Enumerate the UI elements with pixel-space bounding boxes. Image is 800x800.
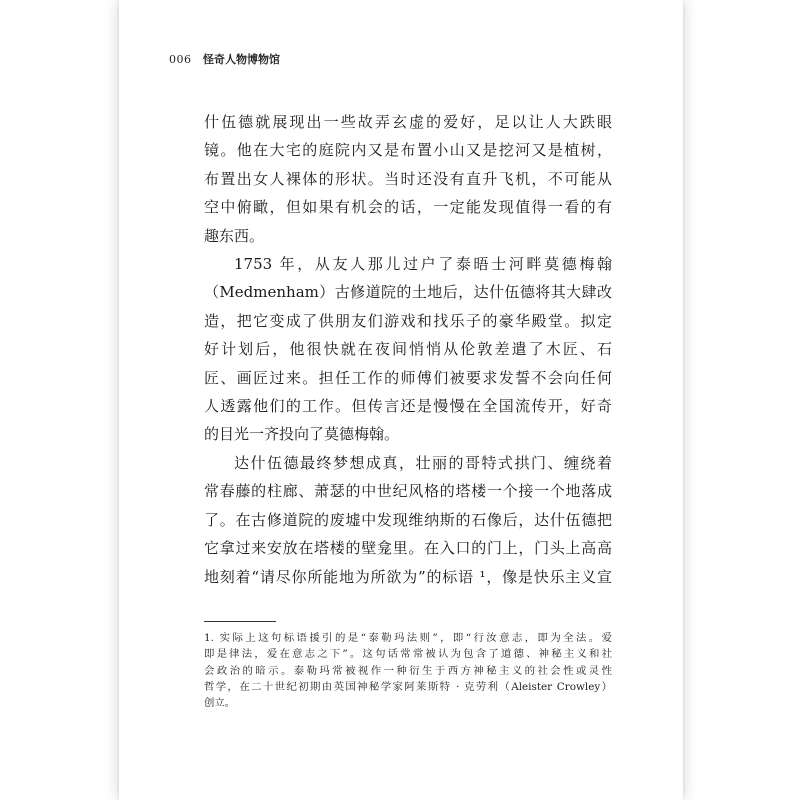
footnote-divider	[204, 621, 276, 622]
text-line: 了。在古修道院的废墟中发现维纳斯的石像后，达什伍德把	[204, 510, 612, 529]
text-line: 什伍德就展现出一些故弄玄虚的爱好，足以让人大跌眼	[204, 113, 612, 131]
text-line: 地刻着“请尽你所能地为所欲为”的标语 ¹，像是快乐主义宣	[204, 567, 612, 586]
text-line: 匠、画匠过来。担任工作的师傅们被要求发誓不会向任何	[204, 368, 612, 387]
book-page	[119, 0, 683, 800]
text-line: 的目光一齐投向了莫德梅翰。	[204, 425, 400, 444]
text-line: 好计划后，他很快就在夜间悄悄从伦敦差遣了木匠、石	[204, 340, 612, 359]
text-line: 人透露他们的工作。但传言还是慢慢在全国流传开，好奇	[204, 397, 612, 416]
footnote	[204, 630, 612, 711]
footnote-line: 哲学，在二十世纪初期由英国神秘学家阿莱斯特 · 克劳利（Aleister Crowley）	[204, 680, 612, 693]
text-line: 常春藤的柱廊、萧瑟的中世纪风格的塔楼一个接一个地落成	[204, 482, 612, 501]
text-line: 布置出女人裸体的形状。当时还没有直升飞机，不可能从	[204, 169, 612, 188]
footnote-line: 创立。	[204, 697, 236, 710]
book-title: 怪奇人物博物馆	[203, 53, 280, 66]
footnote-line: 会政治的暗示。泰勒玛常被视作一种衍生于西方神秘主义的社会性或灵性	[204, 664, 612, 677]
page-number: 006	[169, 53, 192, 66]
footnote-line: 1. 实际上这句标语援引的是“泰勒玛法则”，即“行汝意志，即为全法。爱	[204, 632, 612, 644]
text-line: 空中俯瞰，但如果有机会的话，一定能发现值得一看的有	[204, 198, 612, 217]
text-line: 它拿过来安放在塔楼的壁龛里。在入口的门上，门头上高高	[204, 539, 612, 558]
text-line: 1753 年，从友人那儿过户了泰晤士河畔莫德梅翰	[234, 255, 612, 274]
running-header	[169, 51, 280, 67]
text-line: 达什伍德最终梦想成真，壮丽的哥特式拱门、缠绕着	[234, 453, 612, 472]
body-text	[204, 108, 612, 591]
text-line: （Medmenham）古修道院的土地后，达什伍德将其大肆改	[204, 283, 612, 302]
text-line: 镜。他在大宅的庭院内又是布置小山又是挖河又是植树，	[204, 141, 612, 160]
footnote-line: 即是律法，爱在意志之下”。这句话常常被认为包含了道德、神秘主义和社	[204, 648, 612, 661]
text-line: 趣东西。	[204, 226, 265, 245]
text-line: 造，把它变成了供朋友们游戏和找乐子的豪华殿堂。拟定	[204, 311, 612, 330]
